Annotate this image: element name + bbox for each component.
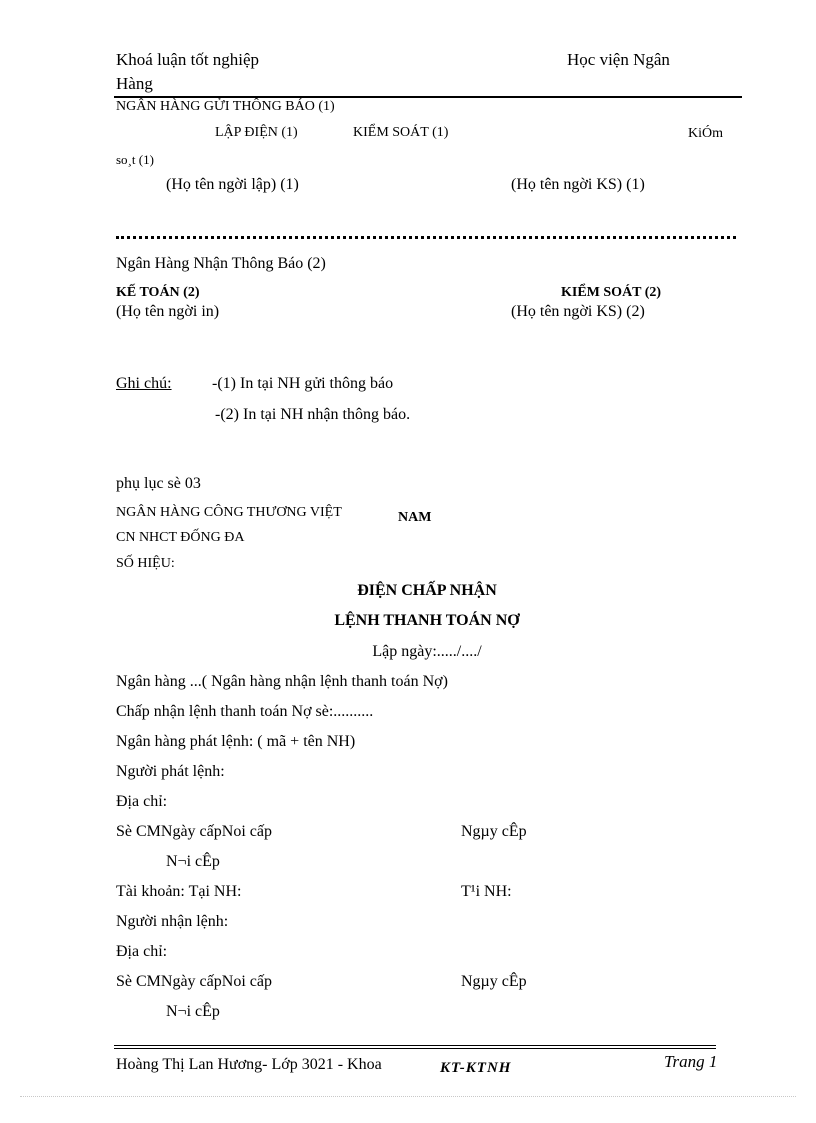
field-so-cm-1: Sè CMNgày cấpNoi cấp — [116, 823, 272, 840]
footer-rule-top — [114, 1045, 716, 1046]
doc-date: Lập ngày:...../..../ — [372, 643, 482, 660]
field-nguoi-phat: Người phát lệnh: — [116, 763, 225, 780]
receive-hoten-ks: (Họ tên ngời KS) (2) — [511, 303, 645, 320]
receive-hoten-in: (Họ tên ngời in) — [116, 303, 220, 320]
field-ngan-hang: Ngân hàng ...( Ngân hàng nhận lệnh thanh toán Nợ) — [116, 673, 448, 690]
send-lap-dien: LẬP ĐIỆN (1) — [215, 125, 298, 140]
footer-page-number: Trang 1 — [664, 1052, 718, 1071]
footer-author: Hoàng Thị Lan Hương- Lớp 3021 - Khoa — [116, 1056, 382, 1073]
field-tai-khoan: Tài khoản: Tại NH: — [116, 883, 242, 900]
field-phat-lenh: Ngân hàng phát lệnh: ( mã + tên NH) — [116, 733, 356, 750]
appendix-bank-name-end: NAM — [398, 510, 432, 525]
field-dia-chi-2: Địa chỉ: — [116, 943, 168, 960]
note-line-2: -(2) In tại NH nhận thông báo. — [215, 406, 411, 423]
header-left-line2: Hàng — [116, 74, 153, 93]
header-right: Học viện Ngân — [567, 50, 670, 69]
footer-rule-bottom — [114, 1048, 716, 1049]
field-ngay-cap-1: Ngµy cÊp — [461, 823, 527, 840]
footer-faculty: KT-KTNH — [440, 1060, 512, 1076]
appendix-branch: CN NHCT ĐỐNG ĐA — [116, 530, 245, 545]
doc-title-1: ĐIỆN CHẤP NHẬN — [357, 582, 497, 599]
page-edge-line — [20, 1096, 796, 1097]
appendix-bank-name: NGÂN HÀNG CÔNG THƯƠNG VIỆT — [116, 505, 342, 520]
header-left-line1: Khoá luận tốt nghiệp — [116, 50, 260, 69]
appendix-so-hieu: SỐ HIỆU: — [116, 556, 175, 571]
appendix-title: phụ lục sè 03 — [116, 475, 201, 492]
send-kiem-toan-a: KiÓm — [688, 126, 723, 141]
field-so-cm-2: Sè CMNgày cấpNoi cấp — [116, 973, 272, 990]
doc-title-2: LỆNH THANH TOÁN NỢ — [334, 612, 520, 629]
send-kiem-toan-b: so¸t (1) — [116, 152, 154, 167]
field-chap-nhan: Chấp nhận lệnh thanh toán Nợ sè:.......... — [116, 703, 374, 720]
send-hoten-ks: (Họ tên ngời KS) (1) — [511, 176, 645, 193]
field-noi-cap-1: N¬i cÊp — [166, 853, 220, 870]
field-ngay-cap-2: Ngµy cÊp — [461, 973, 527, 990]
field-tai-nh: T¹i NH: — [461, 883, 512, 900]
receive-ke-toan: KẾ TOÁN (2) — [116, 285, 200, 300]
send-title: NGÂN HÀNG GỬI THÔNG BÁO (1) — [116, 99, 335, 114]
receive-title: Ngân Hàng Nhận Thông Báo (2) — [116, 255, 326, 272]
header-rule — [114, 96, 742, 98]
field-noi-cap-2: N¬i cÊp — [166, 1003, 220, 1020]
field-dia-chi-1: Địa chỉ: — [116, 793, 168, 810]
dotted-separator — [116, 236, 736, 239]
send-hoten-lap: (Họ tên ngời lập) (1) — [166, 176, 299, 193]
receive-kiem-soat: KIỂM SOÁT (2) — [561, 285, 662, 300]
note-label: Ghi chú: — [116, 375, 172, 392]
send-kiem-soat: KIỂM SOÁT (1) — [353, 125, 449, 140]
note-line-1: -(1) In tại NH gửi thông báo — [212, 375, 394, 392]
field-nguoi-nhan: Người nhận lệnh: — [116, 913, 229, 930]
